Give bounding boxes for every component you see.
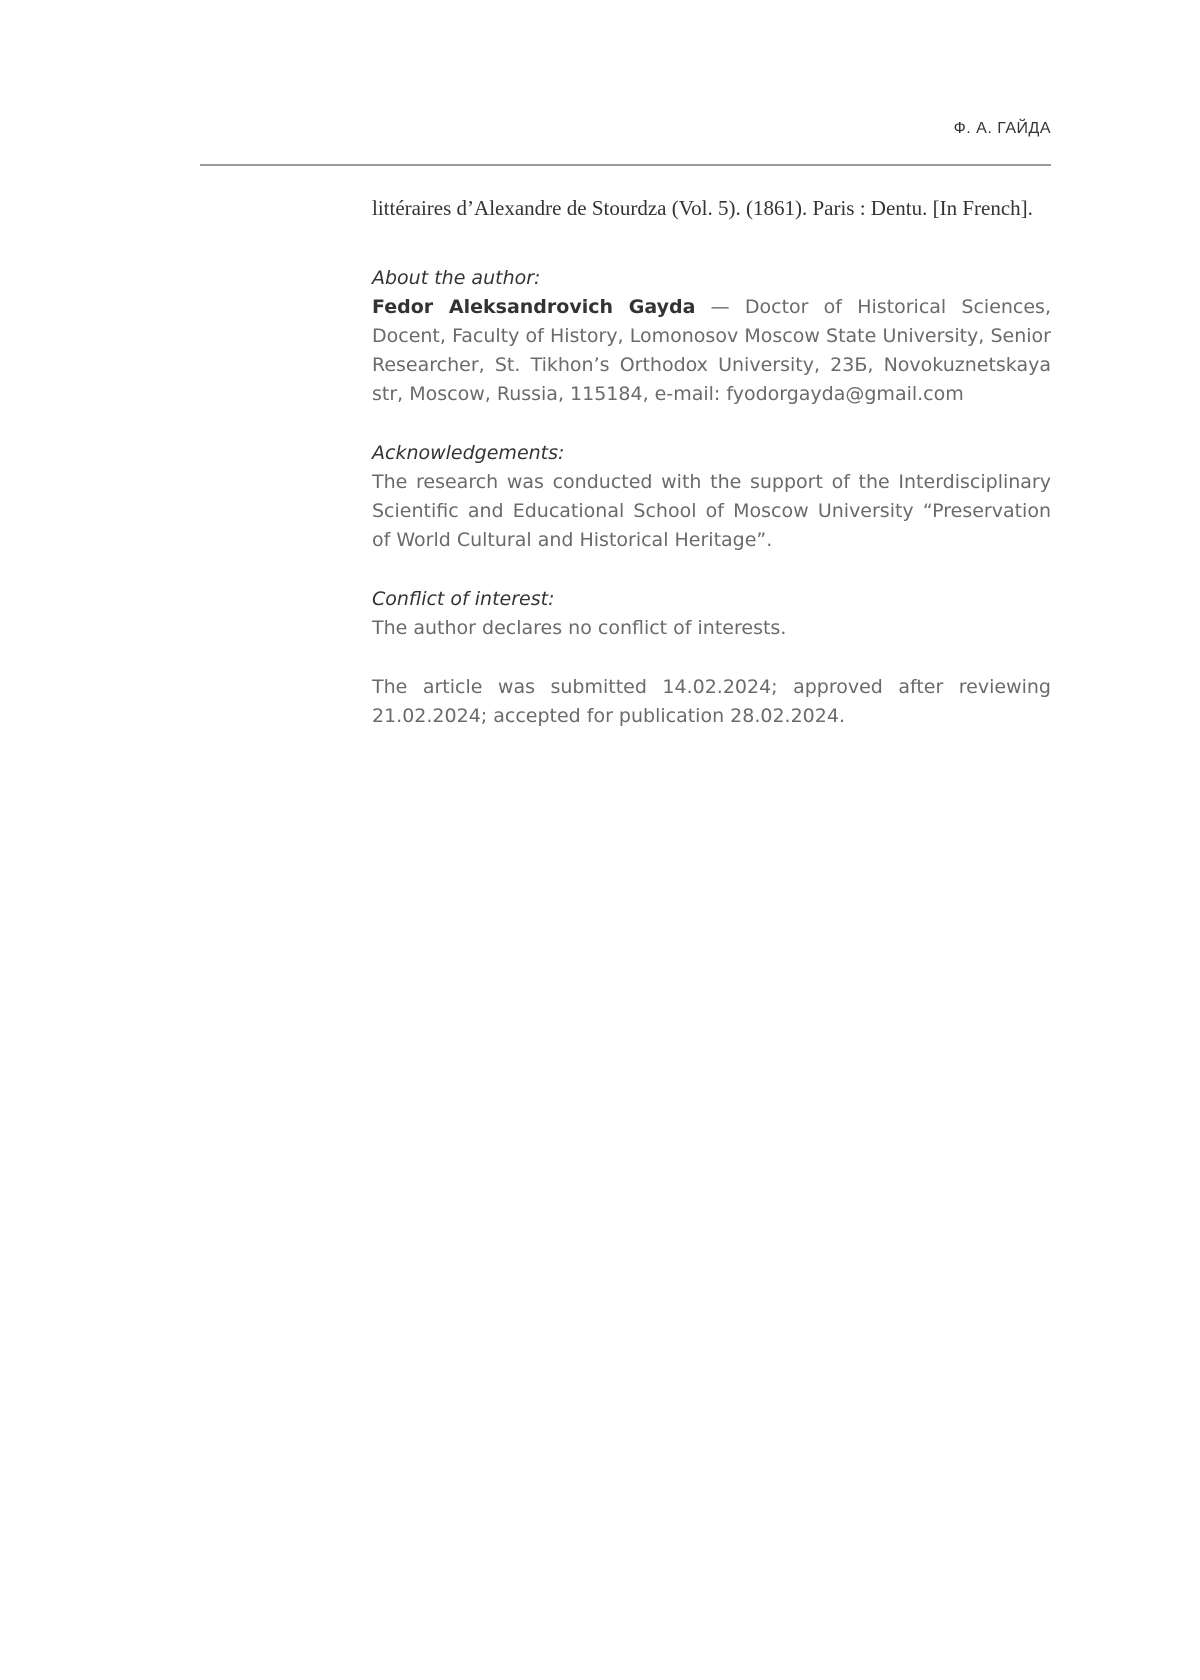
running-head: Ф. А. ГАЙДА (953, 120, 1051, 137)
about-author-section (372, 264, 1051, 409)
about-author-heading: About the author: (372, 267, 541, 289)
dates-section (372, 673, 1051, 731)
about-author-text (372, 293, 1051, 409)
reference-tail: littéraires d’Alexandre de Stourdza (Vol. 5). (1861). Paris : Dentu. [In French]. (372, 196, 1033, 220)
conflict-text: The author declares no conflict of interests. (372, 617, 787, 639)
acknowledgements-text: The research was conducted with the support of the Interdisciplinary Scientific and Educational School of Moscow University “Preservation of World Cultural and Historical Heritage”. (372, 471, 1051, 551)
conflict-heading: Conflict of interest: (372, 588, 555, 610)
author-details: — Doctor of Historical Sciences, Docent, Faculty of History, Lomonosov Moscow State University, Senior Researcher, St. Tikhon’s Orthodox University, 23Б, Novokuznetskaya str, Moscow, Russia, 115184, e-mail: fyodorgayda@gmail.com (372, 296, 1051, 405)
acknowledgements-section (372, 439, 1051, 555)
author-name: Fedor Aleksandrovich Gayda (372, 296, 696, 318)
acknowledgements-heading: Acknowledgements: (372, 442, 565, 464)
dates-text: The article was submitted 14.02.2024; approved after reviewing 21.02.2024; accepted for publication 28.02.2024. (372, 676, 1051, 727)
page-content (372, 192, 1051, 761)
header-rule (200, 164, 1051, 166)
conflict-section (372, 585, 1051, 643)
